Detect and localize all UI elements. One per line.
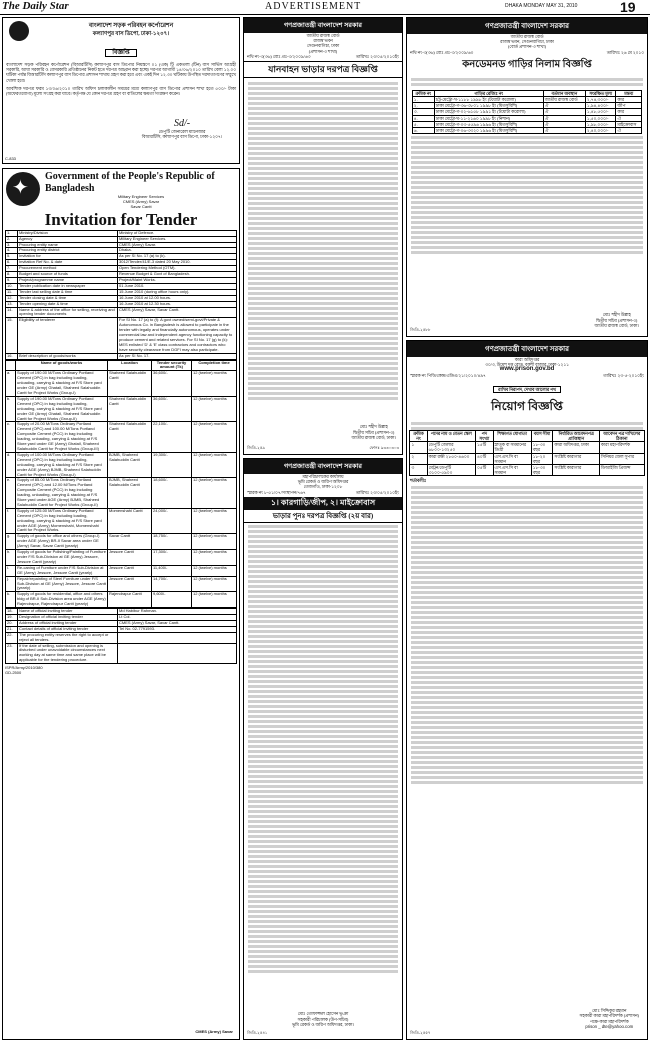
row-number: 22. <box>6 632 18 643</box>
row-label: Contact details of official inviting tender <box>18 626 118 632</box>
tender-footer-table <box>5 608 237 664</box>
tender-code2: GD-2500 <box>5 670 22 676</box>
pr-date: তারিখঃ ২৩-৫-২০১০ইং <box>603 372 644 378</box>
vh-line3: সেগুনবাগিচা, ঢাকা <box>306 43 340 49</box>
item-index: g. <box>6 534 16 550</box>
pr-title: নিয়োগ বিজ্ঞপ্তি <box>491 398 563 413</box>
row-label: Ministry/Division <box>18 230 118 236</box>
row-number: 10. <box>6 283 18 289</box>
row-value: Ministry of Defence. <box>118 230 237 236</box>
table-cell: জীপ <box>616 103 642 109</box>
table-cell: ২ <box>410 453 427 464</box>
column-header: বর্তমান অবস্থান <box>543 90 585 96</box>
item-completion: 12 (twelve) months <box>192 422 237 452</box>
table-row <box>6 422 237 452</box>
item-location: Savar Cantt <box>108 534 152 550</box>
item-completion: 12 (twelve) months <box>192 371 237 397</box>
row-label: Eligibility of tenderer <box>18 318 118 353</box>
pr-signer-office: পক্ষে-কারা মহাপরিদর্শক <box>589 1018 629 1024</box>
column-header: পদের নাম ও বেতন স্কেল <box>427 430 475 441</box>
row-number: 7. <box>6 266 18 272</box>
table-row <box>6 452 237 478</box>
items-col-security: Tender security amount (Tk) <box>152 360 192 371</box>
item-security: 36,600/- <box>152 371 192 397</box>
item-completion: 12 (twelve) months <box>192 576 237 592</box>
table-cell: কার <box>616 109 642 115</box>
pr-signer: মোঃ সিদ্দিকুর রহমান <box>592 1008 627 1014</box>
row-label: Name of official inviting tender <box>18 609 118 615</box>
mb-line3: তেজগাঁও, ঢাকা-১২০৮ <box>303 484 343 490</box>
items-col-location: Location <box>108 360 152 371</box>
item-location: Jessore Cantt <box>108 550 152 566</box>
item-description: Supply of 100.00 M/Tons Ordinary Portland Cement (OPC) in bag including loading, unloading, carrying & stacking at F/S Store yard under AGE (Army) BJMB, Shaheed Salahuddin Cantt for Project Works (Group-I) <box>16 452 108 478</box>
table-row <box>6 508 237 534</box>
row-label: Budget and source of funds <box>18 272 118 278</box>
item-index: k. <box>6 592 16 608</box>
tender-gov: Government of the People's Republic of Bangladesh <box>45 171 215 194</box>
row-label: Name & address of the office for selling, receiving and opening tender documents <box>18 307 118 318</box>
mb-line2: ভূমি রেকর্ড ও জরিপ অধিদপ্তর <box>297 479 349 485</box>
table-row <box>6 318 237 353</box>
item-index: f. <box>6 508 16 534</box>
tender-title: Invitation for Tender <box>44 209 198 229</box>
table-cell: ঐ <box>616 115 642 121</box>
cd-gov: গণপ্রজাতন্ত্রী বাংলাদেশ সরকার <box>407 18 647 34</box>
table-cell: কার <box>616 97 642 103</box>
table-cell: ১ <box>410 442 427 453</box>
newspaper-header <box>0 0 650 15</box>
issue-date: DHAKA MONDAY MAY 31, 2010 <box>505 3 578 9</box>
item-location: Shaheed Salahuddin Cantt <box>108 422 152 452</box>
table-cell: ঢাকা মেট্রো-ঘ-১১-২১৬০ ১৯৯৮ ইং (নিশান) <box>434 115 543 121</box>
table-cell: ১,৯৮,০০০/- <box>585 121 615 127</box>
table-cell: ৩ <box>410 465 427 476</box>
table-cell: মেট্রন/ডেপুটি ৩১০০-৫৯০০ <box>427 465 475 476</box>
table-cell: ঐ <box>543 128 585 134</box>
item-completion: 12 (twelve) months <box>192 550 237 566</box>
row-number: 3. <box>6 242 18 248</box>
item-security: 17,300/- <box>152 550 192 566</box>
vh-signer-title: দ্বিতীয় সচিব (প্রশাসন-৩) <box>353 429 395 435</box>
item-security: 18,600/- <box>152 478 192 508</box>
column-header: নির্ধারিত আবেদনপত্র প্রাপ্তিস্থান <box>553 430 599 441</box>
table-cell: কারা রক্ষী ২৮৫০-৪৬০০ <box>427 453 475 464</box>
row-label: Brief description of goods/works <box>18 353 118 359</box>
cd-date: তারিখঃ ২৬ মে ২০১০ <box>606 49 644 55</box>
row-number: 23. <box>6 643 18 664</box>
item-index: b. <box>6 396 16 422</box>
table-row <box>410 465 644 476</box>
items-table <box>5 360 237 609</box>
table-cell: ১,৪৮,৫০০/- <box>585 109 615 115</box>
item-security: 18,750/- <box>152 534 192 550</box>
mb-code: জিডি-২৫৪১ <box>247 1030 268 1035</box>
column-header: ক্রমিক নং <box>412 90 434 96</box>
row-number: 6. <box>6 260 18 266</box>
row-label: Project/programme name <box>18 277 118 283</box>
table-row <box>6 565 237 576</box>
row-number: 11. <box>6 289 18 295</box>
item-completion: 12 (twelve) months <box>192 565 237 576</box>
table-cell: এস.এস.সি বা সমমান <box>493 453 531 464</box>
army-emblem-icon: ✦ <box>6 172 40 206</box>
tender-code1: ISPR/Army/2010/380 <box>5 665 43 671</box>
row-value: Md Habibur Rahman. <box>118 609 237 615</box>
row-number: 9. <box>6 277 18 283</box>
item-completion: 12 (twelve) months <box>192 396 237 422</box>
column-header: শিক্ষাগত যোগ্যতা <box>493 430 531 441</box>
column-header: পদ সংখ্যা <box>476 430 494 441</box>
pr-code: জিডি-২৫৫৭ <box>410 1030 431 1035</box>
row-label: Address of official inviting tender <box>18 620 118 626</box>
pr-gov: গণপ্রজাতন্ত্রী বাংলাদেশ সরকার <box>407 341 647 357</box>
table-cell: ৪০টি <box>476 453 494 464</box>
item-completion: 12 (twelve) months <box>192 534 237 550</box>
pr-table <box>409 430 644 477</box>
prison-recruitment-notice <box>406 340 648 1040</box>
row-label: Designation of official inviting tender <box>18 614 118 620</box>
item-index: c. <box>6 422 16 452</box>
table-cell: স্নাতক বা সমমানের ডিগ্রী <box>493 442 531 453</box>
row-number: 5. <box>6 254 18 260</box>
item-index: i. <box>6 565 16 576</box>
item-security: 9,600/- <box>152 592 192 608</box>
pr-conditions-text <box>407 484 647 784</box>
items-col-no <box>6 360 16 371</box>
cd-title: কনডেমনড গাড়ির নিলাম বিজ্ঞপ্তি <box>462 58 592 70</box>
row-number: 18. <box>6 609 18 615</box>
vh-signer: মোঃ শহীদ উল্লাহ <box>359 424 388 430</box>
table-cell: সংশ্লিষ্ট কারাগার <box>553 465 599 476</box>
row-number: 4. <box>6 248 18 254</box>
row-number: 16. <box>6 353 18 359</box>
item-description: Supply of 85.00 M/Tons Ordinary Portland Cement (OPC) and 12.00 M/Tons Portland Composite Cement (PCC) in bag including loading, unloading, carrying & stacking at F/S Store yard under AGE (Army) BJMB, Shaheed Salahuddin Cantt for Project Works (Group-II) <box>16 478 108 508</box>
row-value: Lt Col. <box>118 614 237 620</box>
items-col-time: Completion time <box>192 360 237 371</box>
item-location: BJMB, Shaheed Salahuddin Cantt <box>108 478 152 508</box>
row-value: 16 June 2010 at 12.30 hours. <box>118 301 237 307</box>
row-value: 01 June 2010. <box>118 283 237 289</box>
item-completion: 12 (twelve) months <box>192 592 237 608</box>
column-header: ক্রমিক নং <box>410 430 427 441</box>
table-cell: কারা মহাপরিদর্শক <box>599 442 644 453</box>
table-cell: ১৮-২০ বছর <box>531 453 553 464</box>
masthead: The Daily Star <box>2 0 69 12</box>
table-cell: ঢাকা মেট্রো-গ-০২-৬১৫৮ ১৯৯১ ইং (টয়োটা করোলা) <box>434 109 543 115</box>
row-value: As per SI No. 17. <box>118 353 237 359</box>
vh-ref: নথি নং-৩(৩৬) বোঃ প্রঃ-৩/২০০৯/৬৩ <box>247 53 311 59</box>
row-label: The procuring entity reserves the right to accept or reject all tenders. <box>18 632 118 643</box>
brtc-para2: আবশ্যিক দরপত্র ফরম ১৩/০৬/২০১০ তারিখ অফিস চলাকালীন সময়ের মধ্যে কল্যাণপুর বাস ডিপোর প্রশাসন শাখা হতে ৫০০/- টাকা (অফেরতযোগ্য) মূল্যে সংগ্রহ করা যাবে। কর্তৃপক্ষ যে কোন দরপত্র গ্রহণ বা বাতিলের ক্ষমতা সংরক্ষণ করেন। <box>6 85 236 97</box>
item-description: Re-caning of Furniture under F/S Sub-Division at GE (Army) Jessore, Jessore Cantt (yearly) <box>16 565 108 576</box>
table-cell: ০৫টি <box>476 465 494 476</box>
row-number: 19. <box>6 614 18 620</box>
condemned-auction-notice <box>406 17 648 337</box>
item-description: Supply of 125.00 M/Tons Ordinary Portland Cement (OPC) in bag including loading, unloading, carrying & stacking at F/S Store yard under AGE (Army) Momenshahi, Momenshahi Cantt for Project Works. <box>16 508 108 534</box>
table-row <box>6 371 237 397</box>
table-cell: ৫. <box>412 121 434 127</box>
item-description: Supply of 190.00 M/Tons Ordinary Portland Cement (OPC) in bag including loading, unloading, carrying & stacking at F/S Store yard under GE (Army) Ghatail, Shaheed Salahuddin Cantt for Project Works (Group-II) <box>16 396 108 422</box>
row-value: 3012/Tender/41/E-3 dated 20 May 2010. <box>118 260 237 266</box>
cd-signer: মোঃ শহীদ উল্লাহ <box>602 312 631 318</box>
vh-line1: জাতীয় রাজস্ব বোর্ড <box>306 33 340 38</box>
row-number: 15. <box>6 318 18 353</box>
vh-date: তারিখঃ ২৩/০৫/২০১০ইং <box>355 53 399 59</box>
item-security: 14,700/- <box>152 576 192 592</box>
table-cell: মাইক্রোবাস <box>616 121 642 127</box>
table-row <box>6 643 237 664</box>
vh-gov: গণপ্রজাতন্ত্রী বাংলাদেশ সরকার <box>244 18 402 33</box>
table-cell: ডেপুটি জেলার ৬৮০০-১৩২৫০ <box>427 442 475 453</box>
item-description: Supply of 20.00 M/Tons Ordinary Portland Cement (OPC) and 100.00 M/Tons Portland Composite Cement (PCC) in bag including loading, unloading, carrying & stacking at F/S Store yard under GE (Army) Ghatail, Shaheed Salahuddin Cantt for Project Works (Group-III) <box>16 422 108 452</box>
mb-date: তারিখঃ ২৩/০৫/২০১০ইং <box>355 489 399 495</box>
table-cell: ২,৪০,০০০/- <box>585 128 615 134</box>
table-cell: ঐ <box>543 121 585 127</box>
item-index: j. <box>6 576 16 592</box>
vehicle-hire-notice <box>243 17 403 455</box>
row-label: Agency <box>18 236 118 242</box>
cd-line2: রাজস্ব ভবন, সেগুনবাগিচা, ঢাকা <box>500 39 554 45</box>
table-row <box>6 307 237 318</box>
table-cell: ১. <box>412 97 434 103</box>
table-cell: ১,৯৪,৪০০/- <box>585 103 615 109</box>
tender-ministry: Military Engineer Services <box>117 194 165 199</box>
row-number: 8. <box>6 272 18 278</box>
brtc-signer-office: বিআরটিসি, কল্যাণপুর বাস ডিপো, ঢাকা-১২০৭। <box>141 134 223 140</box>
item-location: Jessore Cantt <box>108 565 152 576</box>
cd-table <box>412 90 642 134</box>
table-row <box>6 353 237 359</box>
item-completion: 12 (twelve) months <box>192 478 237 508</box>
table-cell: ৬. <box>412 128 434 134</box>
brtc-org: বাংলাদেশ সড়ক পরিবহন কর্পোরেশন <box>88 23 174 29</box>
row-value: Tel No. 02-7791593. <box>118 626 237 632</box>
brtc-para1: বাংলাদেশ সড়ক পরিবহন কর্পোরেশন (বিআরটিসি) কল্যাণপুর বাস ডিপোর নিয়ন্ত্রণে ০১ (এক) টি একতলা (টিন) বাস সার্ভিস আগ্রহী সরকারি, আধা সরকারি ও বেসরকারি প্রতিষ্ঠানের নিকট হতে দরপত্র আহ্বান করা হচ্ছে। দরপত্র আগামী ১৪/০৬/২০১০ তারিখ বেলা ১২.০০ ঘটিকা পর্যন্ত বিআরটিসি কল্যাণপুর বাস ডিপোর প্রশাসন শাখায় গ্রহণ করা হবে এবং একই দিন ১২.৩০ ঘটিকায় উপস্থিত দরদাতাগণের সম্মুখে খোলা হবে। <box>6 62 236 83</box>
cd-body-text <box>407 134 647 254</box>
item-description: Supply of goods for Polishing/Painting of Furniture under F/S Sub-Division at GE (Army) Jessore, Jessore Cantt (yearly) <box>17 549 106 564</box>
table-cell: চট্ট-মেট্রো-খ-১১৮৮ ১৯৯৮ ইং (টয়োটা করোলা) <box>434 97 543 103</box>
pr-email: prison _ dte@yahoo.com <box>585 1023 634 1029</box>
row-number: 2. <box>6 236 18 242</box>
row-label: If the date of selling, submission and opening is disturbed under unavoidable circumstances next working day at same time and same place will be applicable for the tendering procedure. <box>18 643 118 664</box>
tender-sign-office: CMES (Army) Savar <box>195 1029 233 1035</box>
row-value <box>118 643 237 664</box>
item-description: Supply of goods for office and others (Group-I) under AGE (Army) BR-II Savar area under GE (Army) Savar, Savar Cantt (yearly) <box>16 534 108 550</box>
table-row <box>6 592 237 608</box>
row-value: CMES (Army) Savar, Savar Cantt. <box>118 620 237 626</box>
mb-ref: স্মারক নং ৮-৫১/০৭/সংস্থাপন/৭৬৭ <box>247 489 306 495</box>
row-label: Procuring entity district <box>18 248 118 254</box>
table-row <box>410 442 644 453</box>
item-completion: 12 (twelve) months <box>192 508 237 534</box>
table-cell: ঢাকা মেট্রো-গ-০৩-৫৫৯৬ ১৯৯৬ ইং (মিতসুবিশি) <box>434 121 543 127</box>
item-security: 22,100/- <box>152 422 192 452</box>
table-cell: কারা অধিদপ্তর, ঢাকা <box>553 442 599 453</box>
row-value: For SI No. 17 (a) to (f): A govt owned/semi-govt/Private & Autonomous Co. in Bangladesh is allowed to participate in the tender with legally and financially autonomous, operates under commercial law and independent agency functioning capacity to produce cement and related services. For SI No. 17 (g) to (k): MES enlisted 'D' & 'E' class contractors and contractors who have security clearance from DGFI may also participate. <box>118 318 237 353</box>
table-cell: ১,৫০,০০০/- <box>585 115 615 121</box>
row-label: Tender last selling date & time <box>18 289 118 295</box>
table-cell: জাতীয় রাজস্ব বোর্ড <box>543 97 585 103</box>
table-row <box>6 534 237 550</box>
brtc-signature: Sd/- <box>173 118 191 129</box>
pr-conditions-title: শর্তাবলীঃ <box>410 478 427 484</box>
pr-signer-title: সহকারী কারা মহাপরিদর্শক (প্রশাসন) <box>579 1013 639 1019</box>
item-index: a. <box>6 371 16 397</box>
items-col-desc: Name of goods/works <box>16 360 108 371</box>
row-label: Tender closing date & time <box>18 295 118 301</box>
brtc-logo-icon <box>9 21 29 41</box>
row-label: Tender opening date & time <box>18 301 118 307</box>
microbus-notice <box>243 458 403 1040</box>
table-cell: ডিআইজি প্রিজন্স <box>599 465 644 476</box>
mb-subtitle: ভাড়ার পুনঃ দরপত্র বিজ্ঞপ্তি (২য় বার) <box>244 510 402 523</box>
table-cell: ঢাকা মেট্রো-গ-০৬-৩৩২০ ১৯৯৬ ইং (মিতসুবিশি) <box>434 128 543 134</box>
table-cell: ঢাকা মেট্রো-গ-৩৬-৩৮০১ ১৯৯৮ ইং (মিতসুবিশি) <box>434 103 543 109</box>
mb-signer-title: সহকারী পরিচালক (উপ-সচিব) <box>297 1016 349 1022</box>
row-number: 21. <box>6 626 18 632</box>
table-row <box>410 453 644 464</box>
table-row <box>412 128 641 134</box>
table-cell: ১৫টি <box>476 442 494 453</box>
column-header: গাড়ির রেজিঃ নং <box>434 90 543 96</box>
table-cell: ৪. <box>412 115 434 121</box>
brtc-title: বিজ্ঞপ্তি <box>105 49 136 57</box>
mb-body-text <box>244 523 402 993</box>
column-header: বয়স সীমা <box>531 430 553 441</box>
column-header: সংরক্ষিত মূল্য <box>585 90 615 96</box>
vh-body-text <box>244 80 402 400</box>
table-row <box>6 576 237 592</box>
table-cell: ২,৭৪,৩০০/- <box>585 97 615 103</box>
vh-line4: (প্রশাসন-৩ শাখা) <box>308 48 338 54</box>
table-cell: ১৮-৩০ বছর <box>531 442 553 453</box>
table-cell: ঐ <box>616 128 642 134</box>
mb-line1: মহাপরিচালকের কার্যালয় <box>302 474 344 479</box>
row-value: CMES (Army) Savar. <box>118 242 237 248</box>
cd-signer-title: দ্বিতীয় সচিব (প্রশাসন-৩) <box>596 317 638 323</box>
row-label: Procurement method <box>18 266 118 272</box>
pr-line1: কারা অধিদপ্তর <box>514 357 540 362</box>
table-cell: এস.এস.সি বা সমমান <box>493 465 531 476</box>
cd-signer-office: জাতীয় রাজস্ব বোর্ড, ঢাকা। <box>594 322 639 328</box>
mes-tender <box>2 168 240 1040</box>
item-index: h. <box>6 550 16 566</box>
row-number: 14. <box>6 307 18 318</box>
cd-code: জিডি-২৫৮৮ <box>410 327 431 332</box>
vh-title: যানবাহন ভাড়ার দরপত্র বিজ্ঞপ্তি <box>244 61 402 78</box>
item-location: Shaheed Salahuddin Cantt <box>108 396 152 422</box>
item-location: Rajendrapur Cantt <box>108 592 152 608</box>
item-location: Shaheed Salahuddin Cantt <box>108 371 152 397</box>
item-security: 36,600/- <box>152 396 192 422</box>
row-label: Tender publication date in newspaper <box>18 283 118 289</box>
cd-line3: (বোর্ড প্রশাসন-৩ শাখা) <box>507 44 547 50</box>
item-index: e. <box>6 478 16 508</box>
tender-office2: Savar Cantt <box>130 203 152 209</box>
row-label: Invitation Ref No. & date <box>18 260 118 266</box>
vh-code: জিডি-২৫৯ <box>247 445 265 450</box>
table-cell: ২. <box>412 103 434 109</box>
item-security: 11,400/- <box>152 565 192 576</box>
tender-office: CMES (Army) Savar <box>122 198 160 204</box>
item-location: Jessore Cantt <box>108 576 152 592</box>
brtc-signer-title: ডেপুটি জেনারেল ম্যানেজার <box>158 129 206 134</box>
row-value: CMES (Army) Savar, Savar Cantt. <box>118 307 237 318</box>
brtc-notice <box>2 17 240 164</box>
pr-motto: রাখিব নিরাপদ, দেখাব আলোর পথ <box>493 386 561 393</box>
column-header: মন্তব্য <box>616 90 642 96</box>
pr-line2: ৩০/৩, উমেশ দত্ত রোড, বকশী বাজার, ঢাকা-১২১১ <box>485 362 569 368</box>
row-value: 15 June 2010 (during office hours only). <box>118 289 237 295</box>
row-value: Open Tendering Method (OTM). <box>118 266 237 272</box>
table-cell: ৩. <box>412 109 434 115</box>
row-value: Revenue Budget & Govt of Bangladesh. <box>118 272 237 278</box>
vh-line2: রাজস্ব ভবন <box>313 38 333 44</box>
table-row <box>6 550 237 566</box>
vh-code2: ফোনঃ ৯৩৩০৩০৩ <box>369 445 399 450</box>
mb-gov: গণপ্রজাতন্ত্রী বাংলাদেশ সরকার <box>244 459 402 474</box>
item-description: Supply of goods for residential, office and others bldg of BR-II Sub-Division area under AGE (Army) Rajendrapur, Rajendrapur Cantt (yearly) <box>17 591 106 607</box>
page-number: 19 <box>620 0 636 15</box>
cd-line1: জাতীয় রাজস্ব বোর্ড <box>510 34 544 39</box>
table-cell: সংশ্লিষ্ট কারাগার <box>553 453 599 464</box>
item-location: BJMB, Shaheed Salahuddin Cantt <box>108 452 152 478</box>
row-number: 20. <box>6 620 18 626</box>
row-label: Procuring entity name <box>18 242 118 248</box>
mb-title: ১। কারগাড়ি/জীপ, ২। মাইক্রোবাস <box>244 497 402 510</box>
table-row <box>6 478 237 508</box>
row-number: 13. <box>6 301 18 307</box>
cd-ref: নথি নং-৩(৩৬) বোঃ প্রঃ-৩/২০০৯/৬০ <box>410 49 474 55</box>
row-number: 12. <box>6 295 18 301</box>
mb-signer-office: ভূমি রেকর্ড ও জরিপ অধিদপ্তর, ঢাকা। <box>291 1021 355 1027</box>
brtc-depot: কল্যাণপুর বাস ডিপো, ঢাকা-১২০৭। <box>92 31 170 37</box>
row-value: Military Engineer Services. <box>118 236 237 242</box>
row-value: 16 June 2010 at 12.00 hours. <box>118 295 237 301</box>
table-cell: ঐ <box>543 103 585 109</box>
row-value <box>118 632 237 643</box>
mb-signer: মোঃ তোফাজ্জল হোসেন ভূঞা <box>297 1011 349 1017</box>
item-description: Repair/repainting of Steel Furniture under F/S Sub-Division at GE (Army) Jessore, Jessore Cantt (yearly) <box>17 575 106 591</box>
row-label: Invitation for <box>18 254 118 260</box>
pr-web: www.prison.gov.bd <box>499 366 555 373</box>
item-completion: 12 (twelve) months <box>192 452 237 478</box>
table-row <box>6 396 237 422</box>
item-security: 24,000/- <box>152 508 192 534</box>
item-index: d. <box>6 452 16 478</box>
table-cell: ঐ <box>543 115 585 121</box>
table-cell: ঐ <box>543 109 585 115</box>
row-number: 1. <box>6 230 18 236</box>
brtc-code: C-833 <box>5 156 16 161</box>
item-security: 19,300/- <box>152 452 192 478</box>
pr-ref: স্মারক নং পিডি/কেন্দ্র/এডিএ/২১/২০১০/৪৯৭ <box>410 372 486 378</box>
vh-signer-office: জাতীয় রাজস্ব বোর্ড, ঢাকা। <box>351 434 396 440</box>
item-description: Supply of 190.00 M/Tons Ordinary Portland Cement (OPC) in bag including loading, unloading, carrying & stacking at F/S Store yard under GE (Army) Ghatail, Shaheed Salahuddin Cantt for Project Works (Group-I) <box>16 371 108 397</box>
row-value: Dhaka. <box>118 248 237 254</box>
table-cell: ১৮-৩০ বছর <box>531 465 553 476</box>
section-title: ADVERTISEMENT <box>265 1 362 12</box>
table-row <box>6 632 237 643</box>
column-header: আবেদন পত্র দাখিলের ঠিকানা <box>599 430 644 441</box>
table-cell: সিনিয়র জেল সুপার <box>599 453 644 464</box>
row-value: As per SI No. 17 (a) to (k). <box>118 254 237 260</box>
row-value: Project/Maint Works. <box>118 277 237 283</box>
item-location: Momenshahi Cantt <box>108 508 152 534</box>
tender-table <box>5 230 237 360</box>
